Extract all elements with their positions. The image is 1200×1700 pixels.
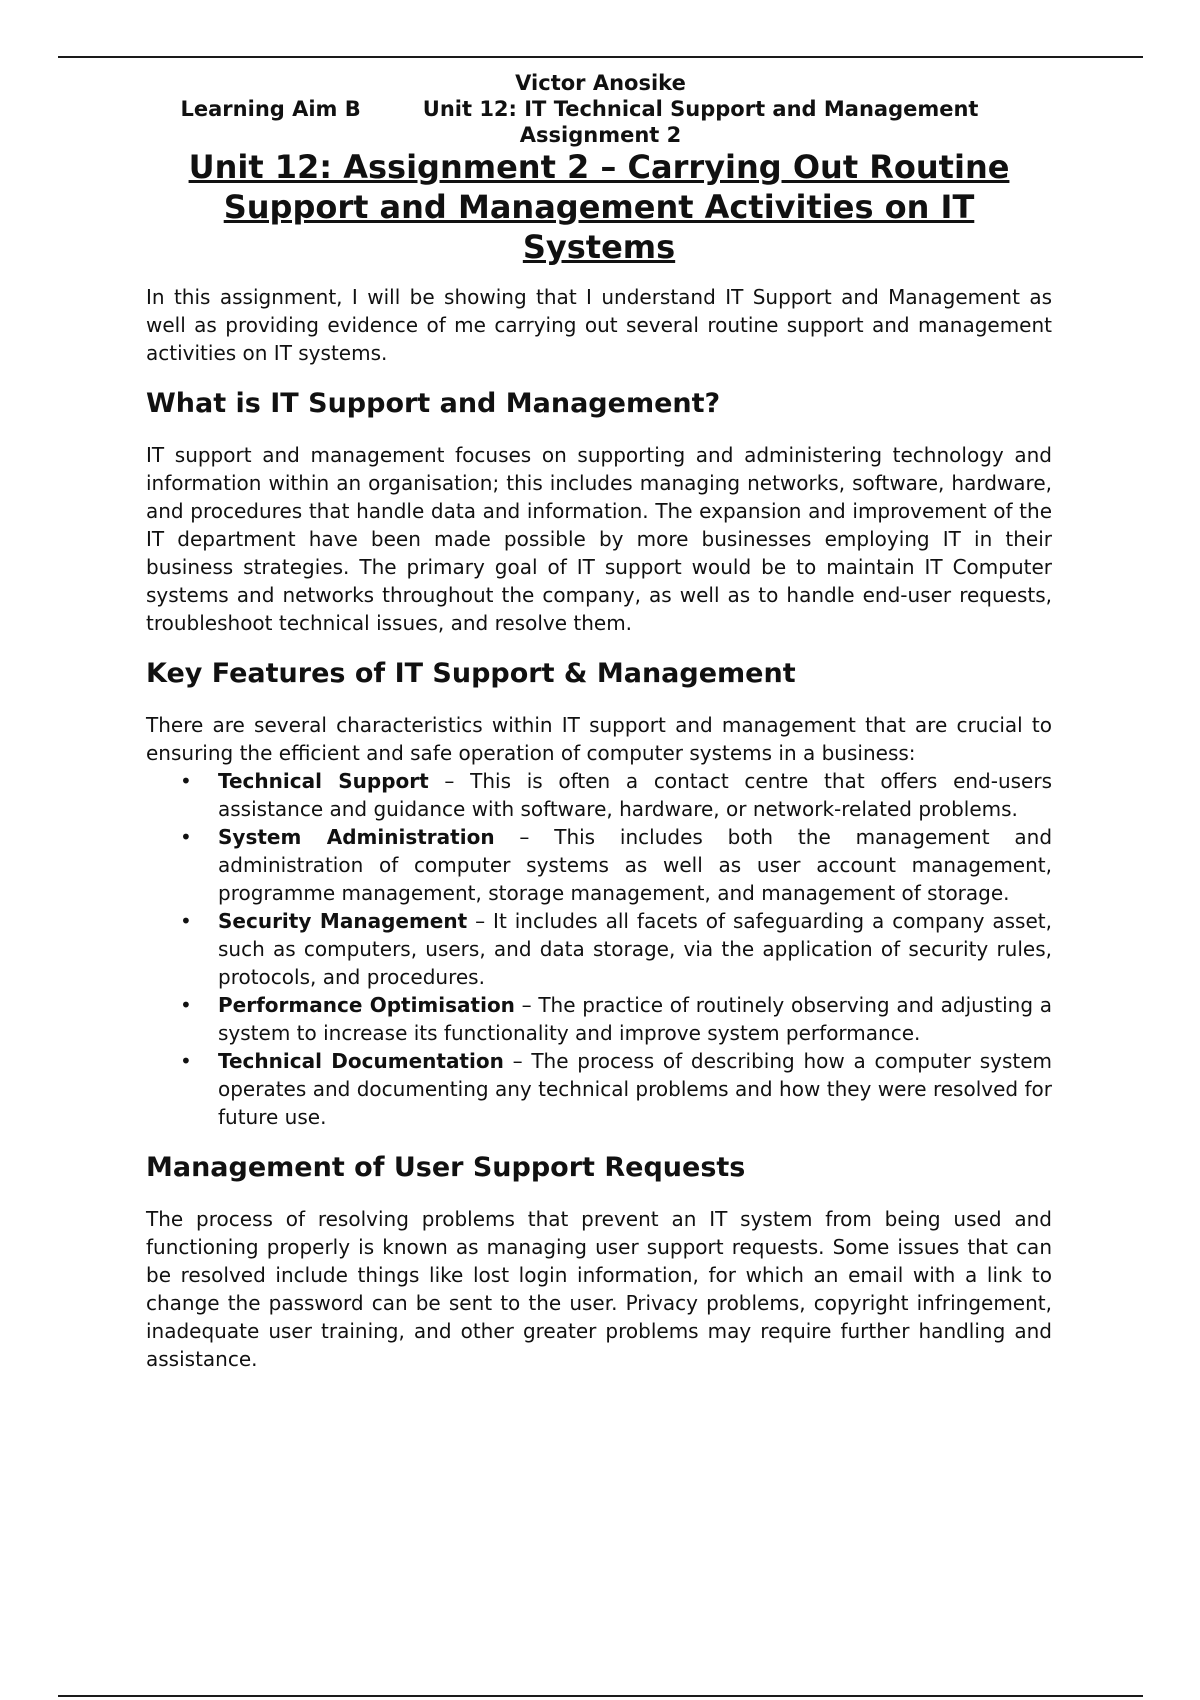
document-body [146,147,1052,1373]
list-item-term: Technical Documentation [218,1049,504,1073]
list-item-text: – The process of describing how a computer system operates and documenting any technical problems and how they were resolved for future use. [218,1049,1052,1129]
list-item-term: Performance Optimisation [218,993,515,1017]
section-heading: What is IT Support and Management? [146,388,721,419]
bullet-icon: • [180,993,192,1017]
document-title: Unit 12: Assignment 2 – Carrying Out Routine Support and Management Activities on IT Systems [188,148,1010,266]
unit-title: Unit 12: IT Technical Support and Management [422,97,979,121]
list-item [180,907,1052,991]
section-heading: Management of User Support Requests [146,1152,746,1183]
assignment-label: Assignment 2 [519,123,682,147]
section-heading: Key Features of IT Support & Management [146,658,796,689]
section-paragraph: There are several characteristics within IT support and management that are crucial to ensuring the efficient and safe operation of computer systems in a business: [146,713,1052,765]
list-item-term: Technical Support [218,769,429,793]
header-row [58,96,1143,122]
section-paragraph: The process of resolving problems that prevent an IT system from being used and functioning properly is known as managing user support requests. Some issues that can be resolved include things like lost login information, for which an email with a link to change the password can be sent to the user. Privacy problems, copyright infringement, inadequate user training, and other greater problems may require further handling and assistance. [146,1207,1052,1371]
page-header [58,70,1143,148]
list-item-term: System Administration [218,825,495,849]
list-item-term: Security Management [218,909,468,933]
bullet-icon: • [180,825,192,849]
features-list [146,767,1052,1131]
intro-paragraph: In this assignment, I will be showing that I understand IT Support and Management as well as providing evidence of me carrying out several routine support and management activities on IT systems. [146,285,1052,365]
learning-aim: Learning Aim B [180,97,361,121]
list-item-text: – It includes all facets of safeguarding a company asset, such as computers, users, and data storage, via the application of security rules, protocols, and procedures. [218,909,1052,989]
list-item [180,823,1053,907]
bullet-icon: • [180,909,192,933]
list-item-text: – This is often a contact centre that offers end-users assistance and guidance with software, hardware, or network-related problems. [218,769,1052,821]
list-item [180,991,1052,1047]
list-item [180,1047,1052,1131]
section-paragraph: IT support and management focuses on supporting and administering technology and information within an organisation; this includes managing networks, software, hardware, and procedures that handle data and information. The expansion and improvement of the IT department have been made possible by more businesses employing IT in their business strategies. The primary goal of IT support would be to maintain IT Computer systems and networks throughout the company, as well as to handle end-user requests, troubleshoot technical issues, and resolve them. [146,443,1052,635]
footer-rule [58,1695,1143,1697]
list-item-text: – The practice of routinely observing and adjusting a system to increase its functionality and improve system performance. [218,993,1052,1045]
author-name: Victor Anosike [515,71,686,95]
bullet-icon: • [180,1049,192,1073]
bullet-icon: • [180,769,192,793]
header-rule [58,56,1143,58]
list-item [180,767,1052,823]
list-item-text: – This includes both the management and administration of computer systems as well as user account management, programme management, storage management, and management of storage. [218,825,1053,905]
